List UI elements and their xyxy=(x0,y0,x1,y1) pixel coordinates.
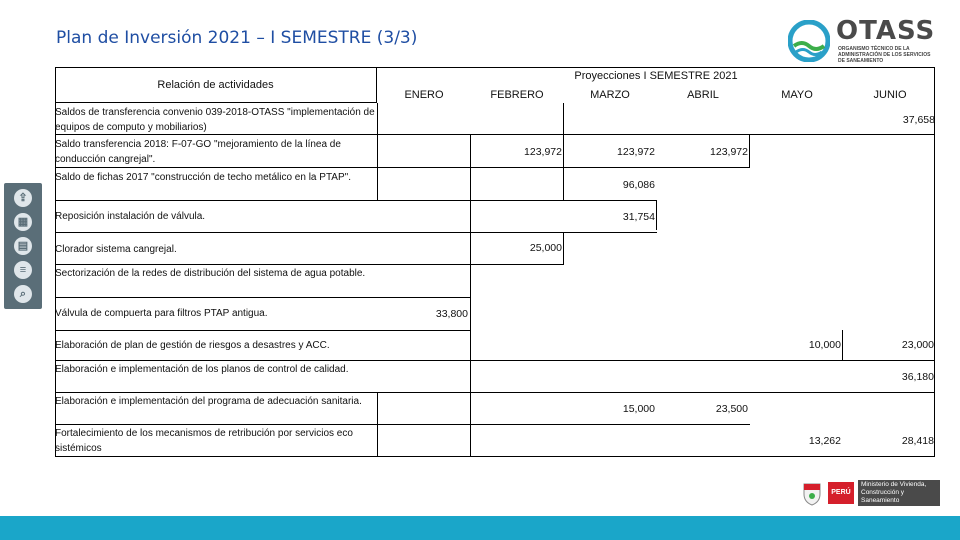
value-cell: 96,086 xyxy=(622,179,655,191)
activity-label: Sectorización de la redes de distribución del sistema de agua potable. xyxy=(55,268,366,279)
activity-label: Clorador sistema cangrejal. xyxy=(55,244,177,255)
grid-line xyxy=(55,264,564,265)
grid-line xyxy=(55,232,657,233)
month-febrero: FEBRERO xyxy=(490,89,544,101)
grid-line xyxy=(55,392,935,393)
grid-line xyxy=(749,134,750,167)
gallery-icon[interactable]: ▦ xyxy=(14,213,32,231)
grid-line xyxy=(377,103,378,200)
activity-label: Reposición instalación de válvula. xyxy=(55,211,206,222)
share-icon[interactable]: ⇪ xyxy=(14,189,32,207)
month-abril: ABRIL xyxy=(687,89,719,101)
grid-line xyxy=(55,200,657,201)
value-cell: 123,972 xyxy=(617,146,655,158)
zoom-icon[interactable]: ⌕ xyxy=(14,285,32,303)
activity-label: Elaboración de plan de gestión de riesgos a desastres y ACC. xyxy=(55,340,330,351)
month-mayo: MAYO xyxy=(781,89,813,101)
grid-line xyxy=(55,360,935,361)
activities-header-label: Relación de actividades xyxy=(157,79,274,91)
grid-line xyxy=(55,167,750,168)
month-junio: JUNIO xyxy=(873,89,907,101)
grid-line xyxy=(563,232,564,264)
value-cell: 15,000 xyxy=(622,403,655,415)
activity-label: Válvula de compuerta para filtros PTAP antigua. xyxy=(55,308,268,319)
value-cell: 25,000 xyxy=(529,242,562,254)
activity-label: Elaboración e implementación de los planos de control de calidad. xyxy=(55,364,349,375)
value-cell: 123,972 xyxy=(710,146,748,158)
activity-label: Saldos de transferencia convenio 039-2018-OTASS "implementación de equipos de computo y mobiliarios) xyxy=(55,107,375,133)
grid-line xyxy=(55,297,470,298)
value-cell: 37,658 xyxy=(902,114,935,126)
otass-logo-mark-icon xyxy=(788,20,830,62)
projections-header-label: Proyecciones I SEMESTRE 2021 xyxy=(574,70,738,82)
logo-word: OTASS xyxy=(836,16,936,46)
ministry-logo xyxy=(800,480,940,506)
ministry-name: Ministerio de Vivienda, Construcción y Saneamiento xyxy=(858,480,940,506)
presentation-toolbar xyxy=(4,183,42,309)
notes-icon[interactable]: ≡ xyxy=(14,261,32,279)
activity-label: Saldo transferencia 2018: F-07-GO "mejoramiento de la línea de conducción cangrejal". xyxy=(55,139,341,165)
grid-line xyxy=(55,424,750,425)
value-cell: 23,500 xyxy=(715,403,748,415)
value-cell: 31,754 xyxy=(622,211,655,223)
activity-label: Fortalecimiento de los mecanismos de retribución por servicios eco sistémicos xyxy=(55,428,353,454)
month-enero: ENERO xyxy=(404,89,444,101)
coat-of-arms-icon xyxy=(800,480,824,506)
logo-subtitle: ORGANISMO TÉCNICO DE LA ADMINISTRACIÓN DE LOS SERVICIOS DE SANEAMIENTO xyxy=(838,46,931,64)
value-cell: 123,972 xyxy=(524,146,562,158)
otass-logo xyxy=(788,18,938,62)
slides-icon[interactable]: ▤ xyxy=(14,237,32,255)
projections-header xyxy=(377,67,935,103)
value-cell: 28,418 xyxy=(901,435,934,447)
peru-badge: PERÚ xyxy=(828,482,854,504)
activity-label: Elaboración e implementación del programa de adecuación sanitaria. xyxy=(55,396,362,407)
grid-line xyxy=(470,134,471,457)
grid-line xyxy=(563,103,564,200)
value-cell: 13,262 xyxy=(808,435,841,447)
value-cell: 23,000 xyxy=(901,339,934,351)
month-marzo: MARZO xyxy=(590,89,630,101)
activities-header xyxy=(55,67,377,103)
activity-label: Saldo de fichas 2017 "construcción de techo metálico en la PTAP". xyxy=(55,172,351,183)
page-title: Plan de Inversión 2021 – I SEMESTRE (3/3) xyxy=(56,28,418,48)
footer-bar xyxy=(0,516,960,540)
grid-line xyxy=(656,200,657,230)
grid-line xyxy=(55,330,470,331)
value-cell: 10,000 xyxy=(808,339,841,351)
value-cell: 36,180 xyxy=(901,371,934,383)
value-cell: 33,800 xyxy=(435,308,468,320)
grid-line xyxy=(842,330,843,360)
